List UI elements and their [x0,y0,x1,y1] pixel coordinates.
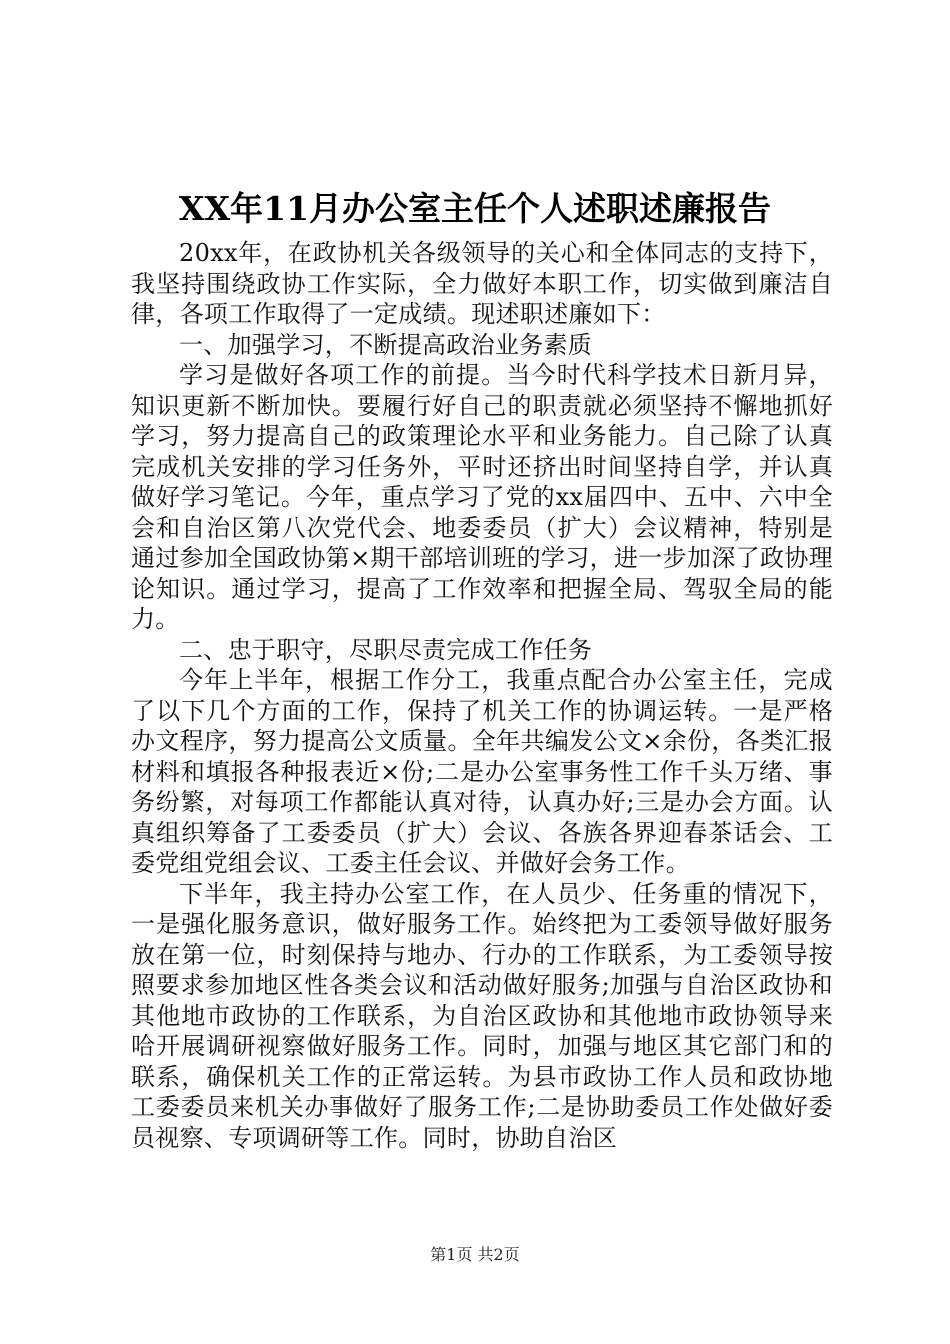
section-heading-2: 二、忠于职守，尽职尽责完成工作任务 [179,635,593,664]
document-body [131,238,833,1153]
section-heading-1: 一、加强学习，不断提高政治业务素质 [179,330,593,359]
paragraph-intro: 20xx年，在政协机关各级领导的关心和全体同志的支持下，我坚持围绕政协工作实际，全力做好本职工作，切实做到廉洁自律，各项工作取得了一定成绩。现述职述廉如下： [131,239,833,328]
paragraph-second-half: 下半年，我主持办公室工作，在人员少、任务重的情况下，一是强化服务意识，做好服务工作。始终把为工委领导做好服务放在第一位，时刻保持与地办、行办的工作联系，为工委领导按照要求参加地区性各类会议和活动做好服务;加强与自治区政协和其他地市政协的工作联系，为自治区政协和其他地市政协领导来哈开展调研视察做好服务工作。同时，加强与地区其它部门和的联系，确保机关工作的正常运转。为县市政协工作人员和政协地工委委员来机关办事做好了服务工作;二是协助委员工作处做好委员视察、专项调研等工作。同时，协助自治区 [131,879,833,1152]
document-title: XX年11月办公室主任个人述职述廉报告 [178,189,772,228]
paragraph-study: 学习是做好各项工作的前提。当今时代科学技术日新月异，知识更新不断加快。要履行好自己的职责就必须坚持不懈地抓好学习，努力提高自己的政策理论水平和业务能力。自己除了认真完成机关安排的学习任务外，平时还挤出时间坚持自学，并认真做好学习笔记。今年，重点学习了党的xx届四中、五中、六中全会和自治区第八次党代会、地委委员（扩大）会议精神，特别是通过参加全国政协第×期干部培训班的学习，进一步加深了政协理论知识。通过学习，提高了工作效率和把握全局、驾驭全局的能力。 [131,361,833,633]
paragraph-first-half: 今年上半年，根据工作分工，我重点配合办公室主任，完成了以下几个方面的工作，保持了机关工作的协调运转。一是严格办文程序，努力提高公文质量。全年共编发公文×余份，各类汇报材料和填报各种报表近×份;二是办公室事务性工作千头万绪、事务纷繁，对每项工作都能认真对待，认真办好;三是办会方面。认真组织筹备了工委委员（扩大）会议、各族各界迎春茶话会、工委党组党组会议、工委主任会议、并做好会务工作。 [131,666,833,877]
page-footer: 第1页 共2页 [430,1245,520,1264]
